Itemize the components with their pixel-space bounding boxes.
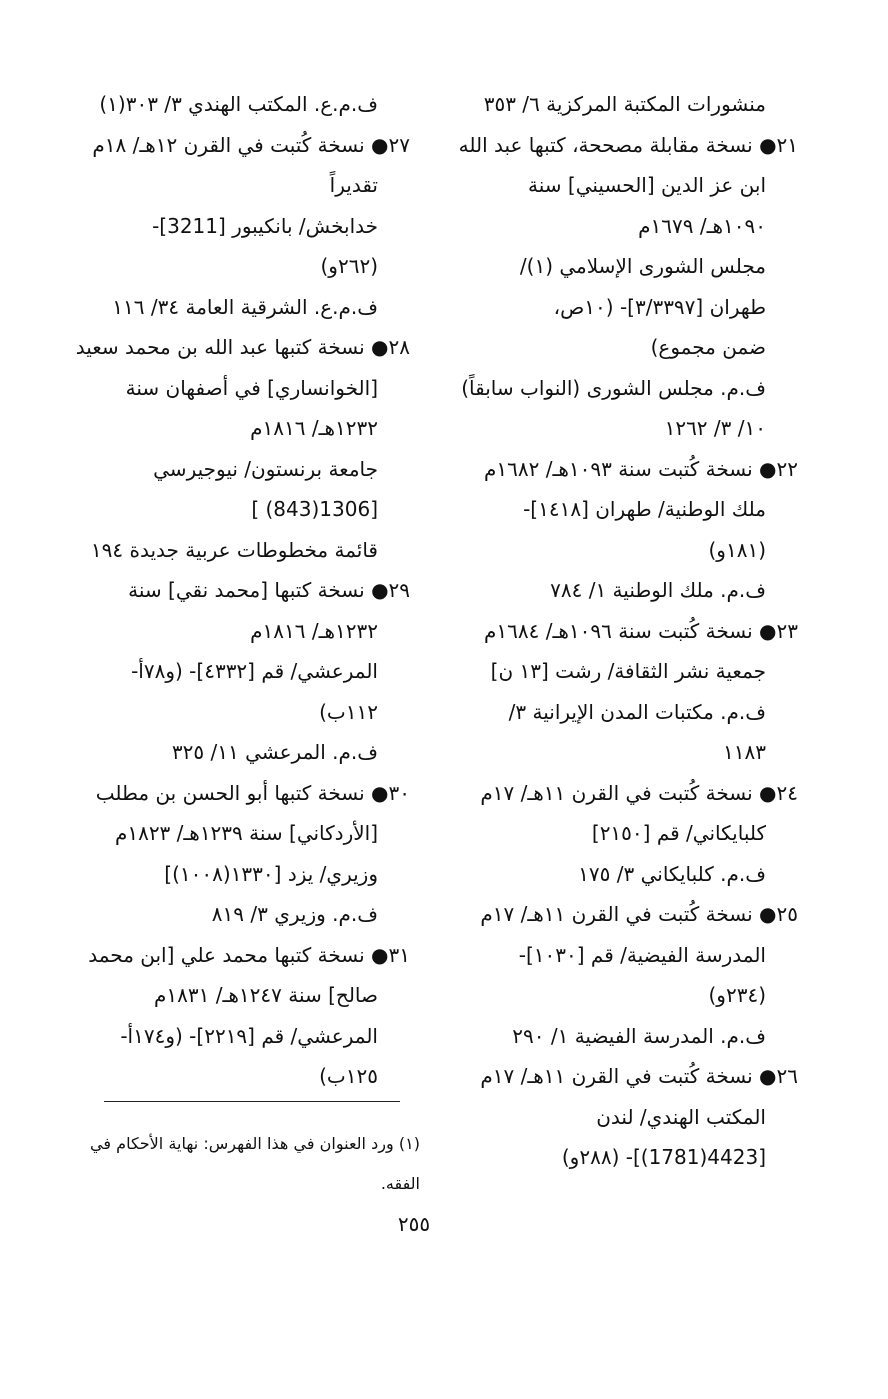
entry-line: (٢٣٤و)	[708, 983, 766, 1007]
entry-line: جمعية نشر الثقافة/ رشت [١٣ ن]	[490, 659, 766, 683]
entry-heading: ٢٢● نسخة كُتبت سنة ١٠٩٣هـ/ ١٦٨٢م	[484, 456, 798, 481]
entry-heading: ٢٥● نسخة كُتبت في القرن ١١هـ/ ١٧م	[480, 902, 798, 926]
entry-heading: ٢٤● نسخة كُتبت في القرن ١١هـ/ ١٧م	[480, 780, 798, 805]
footnote-divider	[104, 1101, 400, 1102]
entry-line: خدابخش/ بانكيبور [3211]-	[152, 213, 378, 238]
entry-heading: ٣٠● نسخة كتبها أبو الحسن بن مطلب	[95, 780, 410, 805]
entry-line: ابن عز الدين [الحسيني] سنة	[528, 173, 766, 197]
entry-line: المرعشي/ قم [٢٢١٩]- (و١٧٤أ-	[120, 1023, 378, 1048]
entry-line: ف.م. مكتبات المدن الإيرانية ٣/	[508, 699, 766, 724]
entry-heading: ٢٣● نسخة كُتبت سنة ١٠٩٦هـ/ ١٦٨٤م	[484, 618, 798, 643]
entry-line: ١٠/ ٣/ ١٢٦٢	[664, 416, 766, 440]
entry-line: [الخوانساري] في أصفهان سنة	[125, 375, 378, 400]
entry-line: قائمة مخطوطات عربية جديدة ١٩٤	[90, 537, 378, 562]
entry-line: [4423(1781)]- (٢٨٨و)	[561, 1145, 766, 1169]
entry-line: ١٢٣٢هـ/ ١٨١٦م	[250, 416, 378, 440]
entry-line: ملك الوطنية/ طهران [١٤١٨]-	[523, 497, 766, 521]
entry-line: تقديراً	[329, 173, 378, 197]
entry-line: منشورات المكتبة المركزية ٦/ ٣٥٣	[483, 92, 766, 116]
footnote: (١) ورد العنوان في هذا الفهرس: نهاية الأحكام في الفقه.	[90, 1134, 420, 1193]
entry-line: صالح] سنة ١٢٤٧هـ/ ١٨٣١م	[154, 983, 378, 1007]
entry-line: (٢٦٢و)	[320, 254, 378, 278]
entry-line: مجلس الشورى الإسلامي (١)/	[519, 254, 766, 278]
entry-line: ١٠٩٠هـ/ ١٦٧٩م	[638, 213, 766, 238]
entry-line: طهران [٣/٣٣٩٧]- (١٠ص،	[553, 294, 766, 319]
entry-line: ف.م.ع. المكتب الهندي ٣/ ٣٠٣(١)	[99, 92, 378, 116]
entry-line: جامعة برنستون/ نيوجيرسي	[153, 456, 378, 481]
entry-line: ف.م.ع. الشرقية العامة ٣٤/ ١١٦	[112, 294, 378, 319]
entry-line: ف.م. مجلس الشورى (النواب سابقاً)	[461, 375, 766, 400]
entry-heading: ٢٧● نسخة كُتبت في القرن ١٢هـ/ ١٨م	[92, 132, 410, 157]
entry-line: ف.م. كلبايكاني ٣/ ١٧٥	[578, 861, 766, 886]
entry-line: ف.م. ملك الوطنية ١/ ٧٨٤	[550, 578, 766, 602]
page-number: ٢٥٥	[397, 1212, 431, 1236]
entry-line: ١١٨٣	[723, 740, 766, 764]
left-column	[70, 84, 410, 1097]
entry-line: وزيري/ يزد [١٣٣٠(١٠٠٨)]	[164, 861, 378, 886]
entry-heading: ٣١● نسخة كتبها محمد علي [ابن محمد	[88, 942, 410, 967]
entry-line: ١٢٥ب)	[319, 1064, 378, 1088]
entry-line: ضمن مجموع)	[650, 335, 766, 359]
entry-line: المدرسة الفيضية/ قم [١٠٣٠]-	[518, 942, 766, 967]
entry-heading: ٢١● نسخة مقابلة مصححة، كتبها عبد الله	[458, 132, 798, 157]
right-column	[458, 84, 798, 1178]
entry-line: ف.م. وزيري ٣/ ٨١٩	[211, 902, 378, 926]
entry-line: [الأردكاني] سنة ١٢٣٩هـ/ ١٨٢٣م	[114, 821, 378, 845]
entry-line: (١٨١و)	[708, 537, 766, 562]
entry-line: كلبايكاني/ قم [٢١٥٠]	[591, 821, 766, 845]
entry-line: ١٢٣٢هـ/ ١٨١٦م	[250, 618, 378, 643]
entry-heading: ٢٩● نسخة كتبها [محمد نقي] سنة	[128, 578, 410, 602]
entry-heading: ٢٦● نسخة كُتبت في القرن ١١هـ/ ١٧م	[480, 1064, 798, 1088]
entry-line: ف.م. المرعشي ١١/ ٣٢٥	[171, 740, 378, 764]
entry-line: المكتب الهندي/ لندن	[596, 1104, 766, 1129]
entry-line: ف.م. المدرسة الفيضية ١/ ٢٩٠	[512, 1023, 766, 1048]
entry-heading: ٢٨● نسخة كتبها عبد الله بن محمد سعيد	[75, 335, 410, 359]
entry-line: [1306(843) ]	[251, 497, 378, 521]
entry-line: ١١٢ب)	[319, 699, 378, 724]
entry-line: المرعشي/ قم [٤٣٣٢]- (و٧٨أ-	[131, 659, 378, 683]
